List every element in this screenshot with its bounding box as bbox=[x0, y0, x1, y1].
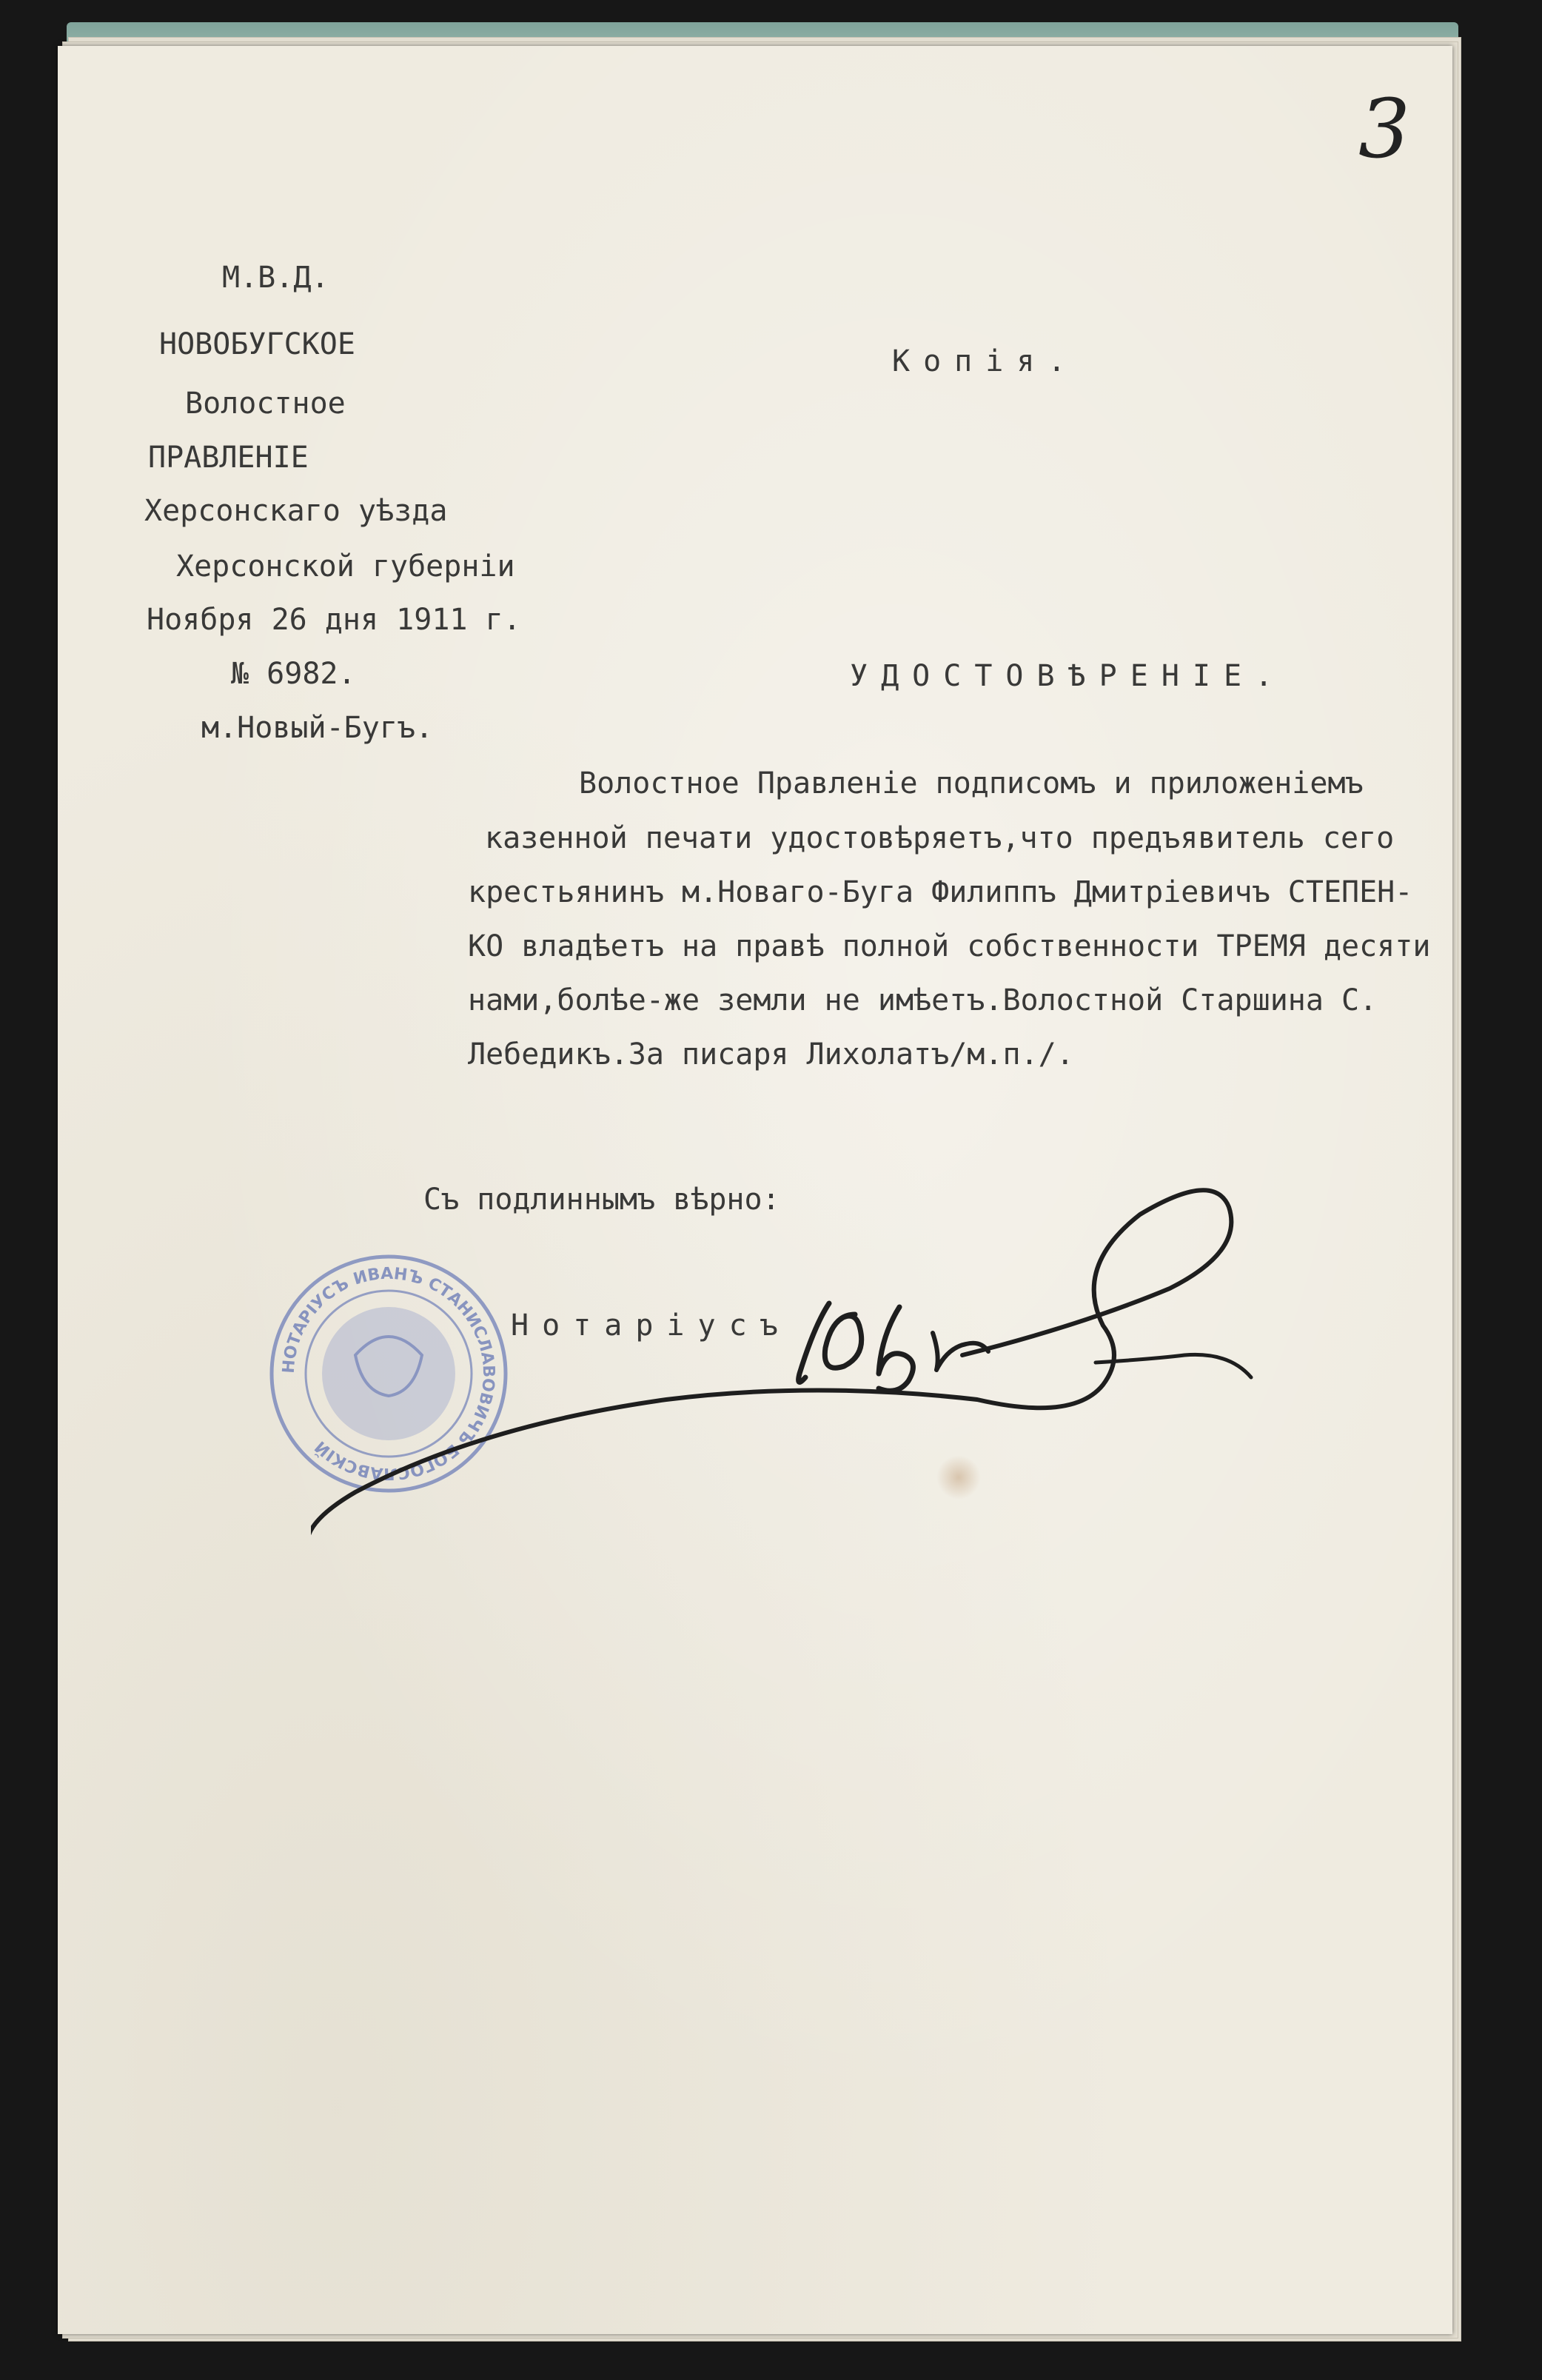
page-number: 3 bbox=[1358, 81, 1410, 176]
body-line: Волостное Правленіе подписомъ и приложеніемъ bbox=[579, 766, 1364, 800]
header-line-ministry: М.В.Д. bbox=[222, 261, 329, 295]
body-line: нами,болѣе-же земли не имѣетъ.Волостной Старшина С. bbox=[468, 983, 1378, 1017]
body-line: казенной печати удостовѣряетъ,что предъявитель сего bbox=[485, 821, 1395, 855]
header-line-board: ПРАВЛЕНІЕ bbox=[148, 441, 309, 475]
header-line-province: Херсонской губерніи bbox=[176, 549, 515, 584]
stamp-ring-text: НОТАРІУСЪ ИВАНЪ СТАНИСЛАВОВИЧЪ БОГОСЛАВСКІЙ bbox=[279, 1264, 498, 1483]
header-line-office: НОВОБУГСКОЕ bbox=[159, 327, 355, 361]
copy-label: Копія. bbox=[892, 344, 1079, 378]
paper-stain bbox=[936, 1455, 981, 1500]
header-line-county: Херсонскаго уѣзда bbox=[144, 494, 448, 528]
body-line: крестьянинъ м.Новаго-Буга Филиппъ Дмитріевичъ СТЕПЕН- bbox=[468, 875, 1413, 909]
body-line: Лебедикъ.За писаря Лихолатъ/м.п./. bbox=[468, 1037, 1074, 1072]
header-line-place: м.Новый-Бугъ. bbox=[201, 711, 434, 745]
header-line-date: Ноября 26 дня 1911 г. bbox=[147, 603, 521, 637]
notary-label: Нотаріусъ bbox=[511, 1308, 791, 1343]
document-title: УДОСТОВѢРЕНІЕ. bbox=[850, 659, 1287, 693]
certification-line: Съ подлиннымъ вѣрно: bbox=[423, 1183, 780, 1217]
header-line-volost: Волостное bbox=[185, 387, 346, 421]
body-line: КО владѣетъ на правѣ полной собственности ТРЕМЯ десяти bbox=[468, 929, 1431, 963]
header-line-number: № 6982. bbox=[231, 657, 356, 691]
notary-signature bbox=[311, 1177, 1333, 1585]
